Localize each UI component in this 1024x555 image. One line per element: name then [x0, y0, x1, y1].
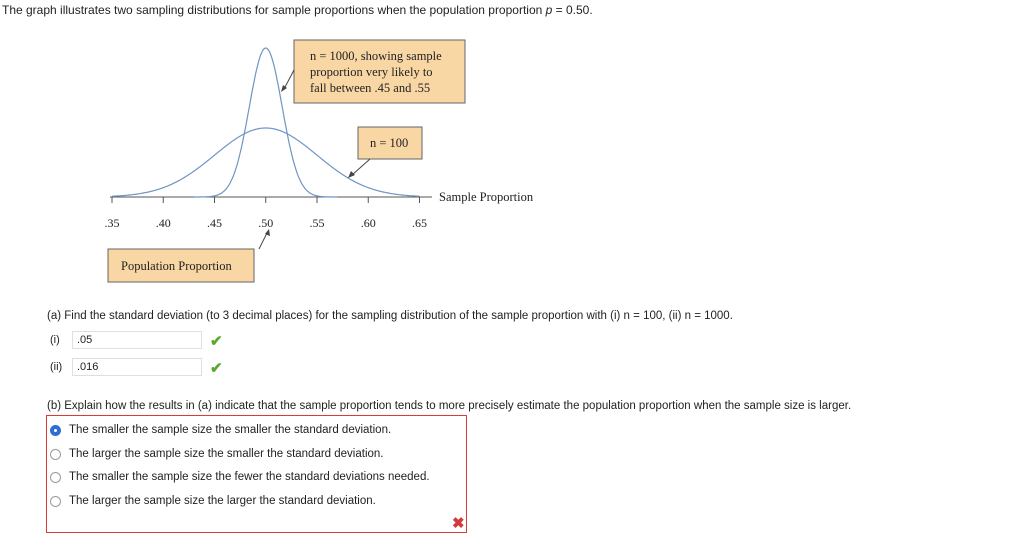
x-axis-label: Sample Proportion — [439, 190, 534, 204]
annotation-n1000-line1: n = 1000, showing sample — [310, 49, 442, 63]
option-3-text: The smaller the sample size the fewer the standard deviations needed. — [69, 471, 430, 483]
x-tick-label: .65 — [412, 216, 427, 230]
annotation-n100-label: n = 100 — [370, 136, 409, 150]
x-tick-label: .40 — [155, 216, 171, 230]
annotation-n1000-line3: fall between .45 and .55 — [310, 81, 431, 95]
x-tick-label: .55 — [309, 216, 325, 230]
answer-i-label: (i) — [50, 334, 60, 346]
radio-option-3[interactable] — [50, 472, 61, 483]
annotation-n100-arrowhead — [348, 171, 355, 178]
x-tick-label: .50 — [258, 216, 274, 230]
radio-option-4[interactable] — [50, 496, 61, 507]
population-pointer — [259, 233, 267, 249]
x-tick-label: .60 — [360, 216, 376, 230]
option-2-text: The larger the sample size the smaller the standard deviation. — [69, 448, 384, 460]
x-axis-ticks — [112, 197, 420, 203]
incorrect-x-icon: ✖ — [452, 515, 465, 532]
x-tick-label: .45 — [207, 216, 222, 230]
part-a-question: (a) Find the standard deviation (to 3 decimal places) for the sampling distribution of the sample proportion with (i) n = 100, (ii) n = 1000. — [47, 310, 733, 322]
radio-option-1[interactable] — [50, 425, 61, 436]
intro-text: The graph illustrates two sampling distributions for sample proportions when the population proportion p = 0.50. — [2, 3, 593, 17]
population-proportion-label: Population Proportion — [121, 259, 232, 273]
annotation-n1000-line2: proportion very likely to — [310, 65, 433, 79]
answer-i-input[interactable]: .05 — [72, 331, 202, 349]
check-icon: ✔ — [210, 333, 223, 350]
part-b-options — [46, 415, 467, 533]
answer-ii-input[interactable]: .016 — [72, 358, 202, 376]
option-4-text: The larger the sample size the larger the standard deviation. — [69, 495, 376, 507]
check-icon: ✔ — [210, 360, 223, 377]
part-b-question: (b) Explain how the results in (a) indicate that the sample proportion tends to more precisely estimate the population proportion when the sample size is larger. — [47, 400, 852, 412]
annotation-n1000-pointer — [284, 70, 294, 89]
annotation-n100-pointer — [352, 159, 370, 175]
p-variable: p — [545, 3, 553, 17]
radio-option-2[interactable] — [50, 449, 61, 460]
x-tick-label: .35 — [104, 216, 120, 230]
answer-ii-label: (ii) — [50, 361, 63, 373]
option-1-text: The smaller the sample size the smaller the standard deviation. — [69, 424, 392, 436]
x-axis-tick-labels — [105, 216, 428, 230]
